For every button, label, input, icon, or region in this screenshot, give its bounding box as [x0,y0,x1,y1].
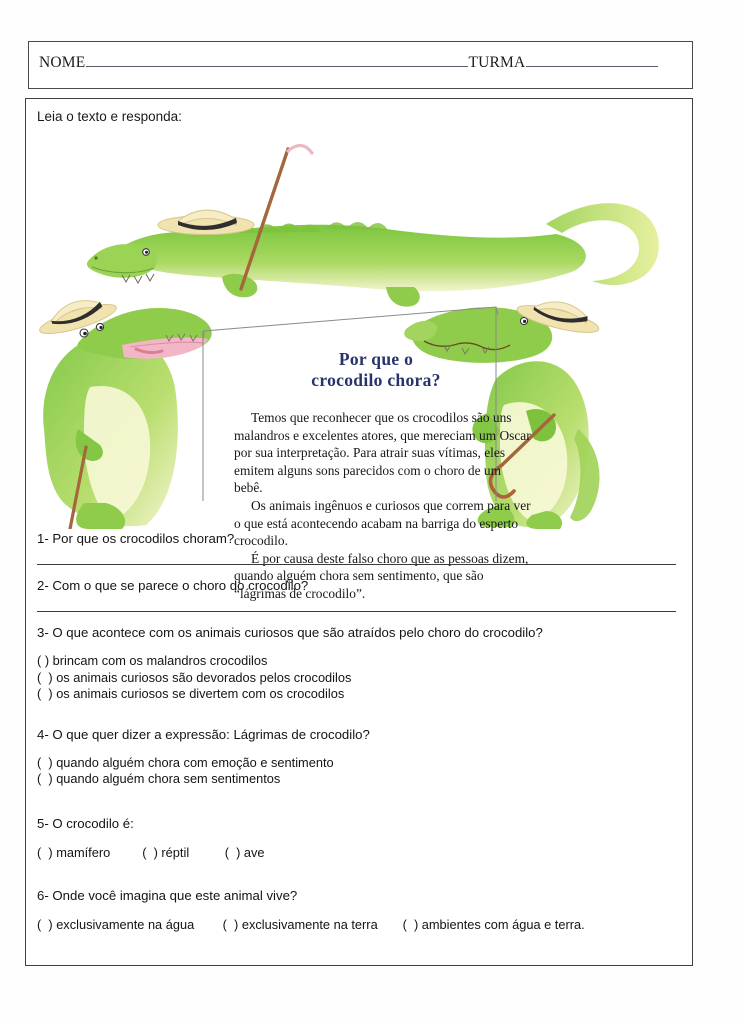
story-title-line-2: crocodilo chora? [311,370,441,390]
option-checkbox-row[interactable]: ( ) quando alguém chora sem sentimentos [37,771,281,786]
crocodile-left [37,295,212,529]
question-2 [37,578,682,612]
story-title [203,349,549,391]
story-paragraph: É por causa deste falso choro que as pessoas dizem, quando alguém chora sem sentimento, que são “lágrimas de crocodilo”. [234,550,529,601]
spacer [37,705,682,727]
question-text: 6- Onde você imagina que este animal vive? [37,887,298,903]
questions-section [37,531,682,934]
question-1 [37,531,682,565]
question-4 [37,727,682,788]
question-5-options[interactable]: ( ) mamífero ( ) réptil ( ) ave [37,844,265,860]
question-3 [37,625,682,703]
name-label: NOME [39,54,86,71]
question-3-options [37,653,682,703]
question-5 [37,816,682,860]
question-text: 4- O que quer dizer a expressão: Lágrimas de crocodilo? [37,726,370,742]
question-6-options[interactable]: ( ) exclusivamente na água ( ) exclusivamente na terra ( ) ambientes com água e terra. [37,916,585,932]
spacer [37,790,682,816]
straw-hat-top [158,210,254,234]
question-text: 2- Com o que se parece o choro do crocodilo? [37,578,309,593]
option-checkbox-row[interactable]: ( ) brincam com os malandros crocodilos [37,653,268,668]
worksheet-body-box [25,98,693,966]
answer-line-1[interactable] [37,563,676,565]
class-label: TURMA [468,54,526,71]
option-checkbox-row[interactable]: ( ) os animais curiosos se divertem com os crocodilos [37,686,345,701]
instruction-text: Leia o texto e responda: [37,109,182,124]
story-paragraph: Os animais ingênuos e curiosos que correm para ver o que está acontecendo acabam na barriga do esperto crocodilo. [234,497,531,549]
story-paragraph: Temos que reconhecer que os crocodilos são uns malandros e excelentes atores, que mereciam um Oscar por sua interpretação. Para atrair suas vítimas, eles emitem alguns sons parecidos com o choro de um bebê. [234,410,531,496]
option-checkbox-row[interactable]: ( ) quando alguém chora com emoção e sentimento [37,754,334,770]
student-header-box [28,41,693,89]
story-title-line-1: Por que o [338,349,414,369]
question-6 [37,888,682,932]
question-text: 5- O crocodilo é: [37,815,134,831]
question-4-options [37,755,682,788]
question-text: 1- Por que os crocodilos choram? [37,531,235,546]
name-write-line[interactable] [86,65,468,67]
spacer [37,862,682,888]
crocodile-top [87,145,659,306]
option-checkbox-row[interactable]: ( ) os animais curiosos são devorados pelos crocodilos [37,669,352,685]
class-write-line[interactable] [526,65,658,67]
student-header-row [39,54,684,72]
question-text: 3- O que acontece com os animais curiosos que são atraídos pelo choro do crocodilo? [37,625,543,640]
answer-line-2[interactable] [37,610,676,612]
